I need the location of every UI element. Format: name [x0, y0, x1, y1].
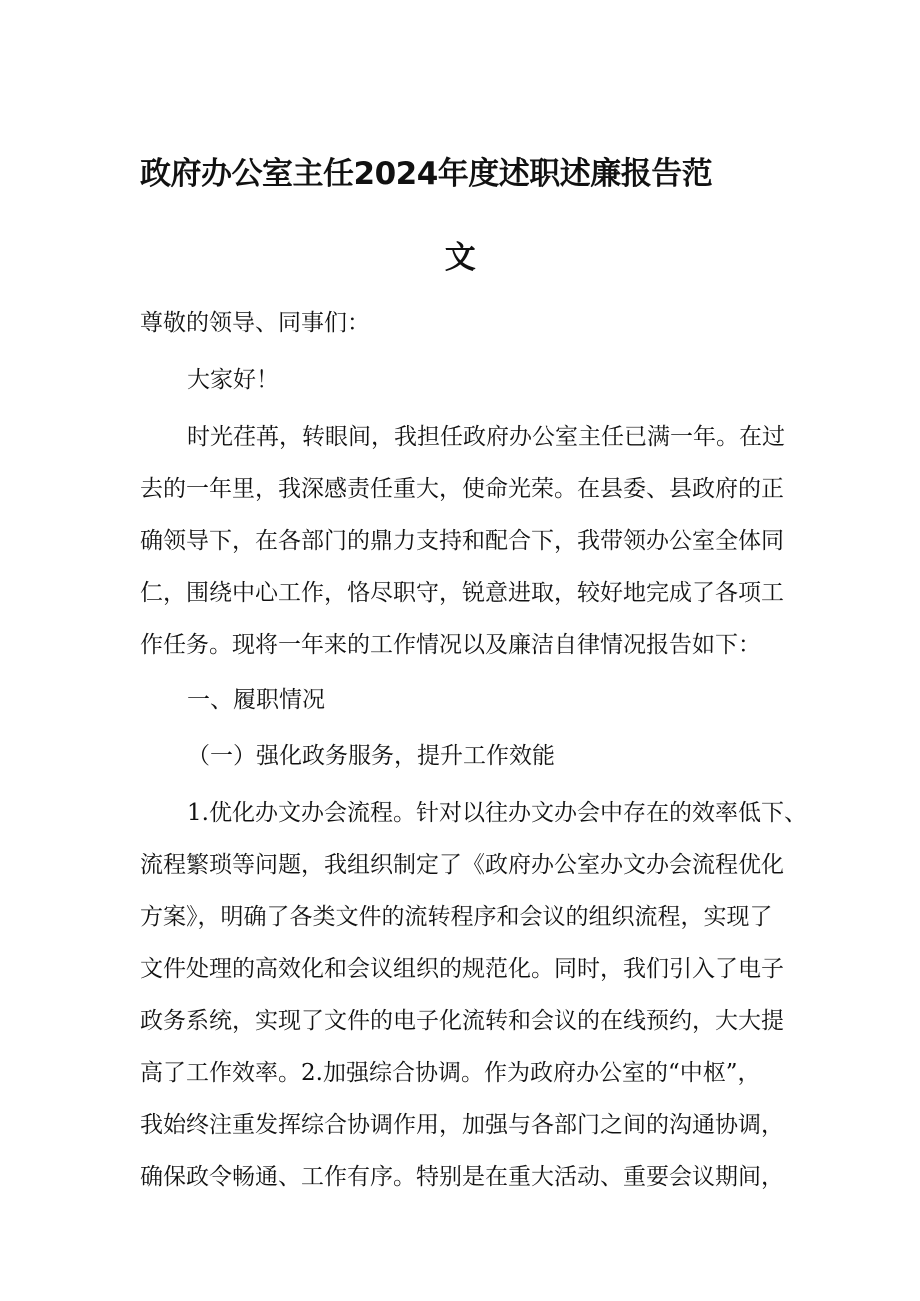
paragraph-line: 流程繁琐等问题，我组织制定了《政府办公室办文办会流程优化 [140, 852, 784, 878]
paragraph-line: 时光荏苒，转眼间，我担任政府办公室主任已满一年。在过 [187, 424, 785, 450]
subsection-heading: （一）强化政务服务，提升工作效能 [187, 743, 555, 769]
paragraph-line: 1.优化办文办会流程。针对以往办文办会中存在的效率低下、 [187, 800, 807, 826]
salutation: 尊敬的领导、同事们： [140, 310, 370, 336]
paragraph-line: 方案》，明确了各类文件的流转程序和会议的组织流程，实现了 [140, 904, 773, 930]
paragraph-line: 文件处理的高效化和会议组织的规范化。同时，我们引入了电子 [140, 956, 784, 982]
document-title-line-1: 政府办公室主任2024年度述职述廉报告范 [140, 156, 713, 192]
paragraph-line: 仁，围绕中心工作，恪尽职守，锐意进取，较好地完成了各项工 [140, 580, 784, 606]
paragraph-line: 高了工作效率。2.加强综合协调。作为政府办公室的“中枢”， [140, 1060, 761, 1086]
paragraph-line: 确保政令畅通、工作有序。特别是在重大活动、重要会议期间， [140, 1164, 784, 1190]
paragraph-line: 确领导下，在各部门的鼎力支持和配合下，我带领办公室全体同 [140, 528, 784, 554]
paragraph-line: 去的一年里，我深感责任重大，使命光荣。在县委、县政府的正 [140, 476, 784, 502]
section-heading: 一、履职情况 [187, 687, 325, 713]
paragraph-line: 作任务。现将一年来的工作情况以及廉洁自律情况报告如下： [140, 632, 761, 658]
greeting: 大家好！ [187, 367, 279, 393]
paragraph-line: 我始终注重发挥综合协调作用，加强与各部门之间的沟通协调， [140, 1112, 784, 1138]
paragraph-line: 政务系统，实现了文件的电子化流转和会议的在线预约，大大提 [140, 1008, 784, 1034]
document-title-line-2: 文 [444, 240, 476, 276]
